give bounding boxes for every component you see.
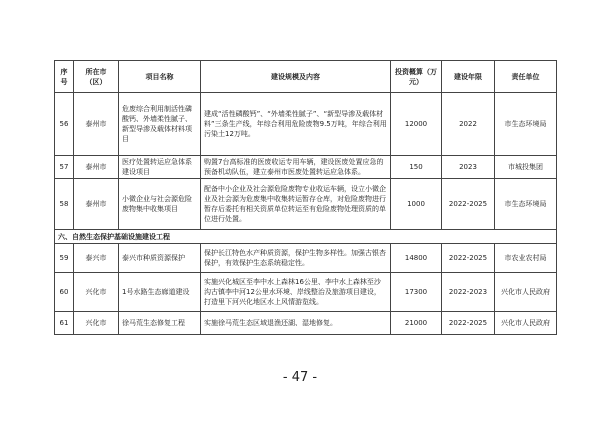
table-header-row xyxy=(55,61,557,93)
table-row xyxy=(55,156,557,179)
cell-no: 59 xyxy=(55,244,74,273)
header-seq: 序号 xyxy=(55,61,74,93)
cell-invest: 1000 xyxy=(391,179,442,230)
cell-name: 医疗处置转运应急体系建设项目 xyxy=(119,156,201,179)
cell-invest: 21000 xyxy=(391,312,442,335)
cell-years: 2023 xyxy=(442,156,495,179)
cell-name: 小微企业与社会源危险废物集中收集项目 xyxy=(119,179,201,230)
cell-scope: 保护长江特色水产种质资源，保护生物多样性。加强古银杏保护，有效保护生态系统稳定性。 xyxy=(201,244,391,273)
header-unit: 责任单位 xyxy=(495,61,557,93)
cell-unit: 市生态环境局 xyxy=(495,93,557,156)
cell-unit: 市城投集团 xyxy=(495,156,557,179)
header-years: 建设年限 xyxy=(442,61,495,93)
cell-scope: 实施兴化城区至李中水上森林16公里、李中水上森林至沙沟古镇李中河12公里水环境、岸线整治及旅游项目建设，打造里下河兴化地区水上风情游览线。 xyxy=(201,273,391,312)
cell-scope: 建成“活性磷酸钙”、“外墙柔性腻子”、“新型导渗及载体材料”三条生产线，年综合利用危险废物9.5万吨，年综合利用污染土12万吨。 xyxy=(201,93,391,156)
cell-name: 1号水路生态廊道建设 xyxy=(119,273,201,312)
cell-invest: 14800 xyxy=(391,244,442,273)
cell-scope: 购置7台高标准的医废收运专用车辆，建设医废处置应急的预备机动队伍，建立泰州市医废处置转运应急体系。 xyxy=(201,156,391,179)
cell-years: 2022-2025 xyxy=(442,244,495,273)
cell-scope: 配备中小企业及社会源危险废物专业收运车辆，设立小微企业及社会源为危废集中收集转运暂存仓库，对危险废物进行暂存后委托有相关资质单位转运至有危险废物处理资质的单位进行处置。 xyxy=(201,179,391,230)
cell-years: 2022-2023 xyxy=(442,273,495,312)
cell-no: 57 xyxy=(55,156,74,179)
cell-name: 危废综合利用制活性磷酸钙、外墙柔性腻子、新型导渗及载体材料项目 xyxy=(119,93,201,156)
cell-city: 泰州市 xyxy=(74,179,119,230)
cell-invest: 150 xyxy=(391,156,442,179)
header-invest: 投资概算（万元） xyxy=(391,61,442,93)
header-name: 项目名称 xyxy=(119,61,201,93)
cell-no: 61 xyxy=(55,312,74,335)
cell-city: 泰兴市 xyxy=(74,244,119,273)
cell-unit: 市农业农村局 xyxy=(495,244,557,273)
table-row xyxy=(55,273,557,312)
cell-years: 2022-2025 xyxy=(442,312,495,335)
cell-city: 泰州市 xyxy=(74,156,119,179)
section-title: 六、自然生态保护基础设施建设工程 xyxy=(55,230,557,244)
cell-invest: 17300 xyxy=(391,273,442,312)
cell-city: 兴化市 xyxy=(74,273,119,312)
cell-invest: 12000 xyxy=(391,93,442,156)
page-number: - 47 - xyxy=(282,370,318,385)
cell-city: 兴化市 xyxy=(74,312,119,335)
cell-years: 2022 xyxy=(442,93,495,156)
header-scope: 建设规模及内容 xyxy=(201,61,391,93)
cell-scope: 实施徐马荒生态区域退渔还湖、湿地修复。 xyxy=(201,312,391,335)
cell-name: 徐马荒生态修复工程 xyxy=(119,312,201,335)
cell-no: 60 xyxy=(55,273,74,312)
table-row xyxy=(55,244,557,273)
table-row xyxy=(55,93,557,156)
cell-name: 泰兴市种质资源保护 xyxy=(119,244,201,273)
header-city: 所在市（区） xyxy=(74,61,119,93)
project-table xyxy=(54,60,557,335)
cell-unit: 兴化市人民政府 xyxy=(495,273,557,312)
cell-city: 泰州市 xyxy=(74,93,119,156)
table-row xyxy=(55,312,557,335)
cell-unit: 兴化市人民政府 xyxy=(495,312,557,335)
table-row xyxy=(55,179,557,230)
cell-no: 58 xyxy=(55,179,74,230)
cell-years: 2022-2025 xyxy=(442,179,495,230)
cell-no: 56 xyxy=(55,93,74,156)
cell-unit: 市生态环境局 xyxy=(495,179,557,230)
section-row xyxy=(55,230,557,244)
